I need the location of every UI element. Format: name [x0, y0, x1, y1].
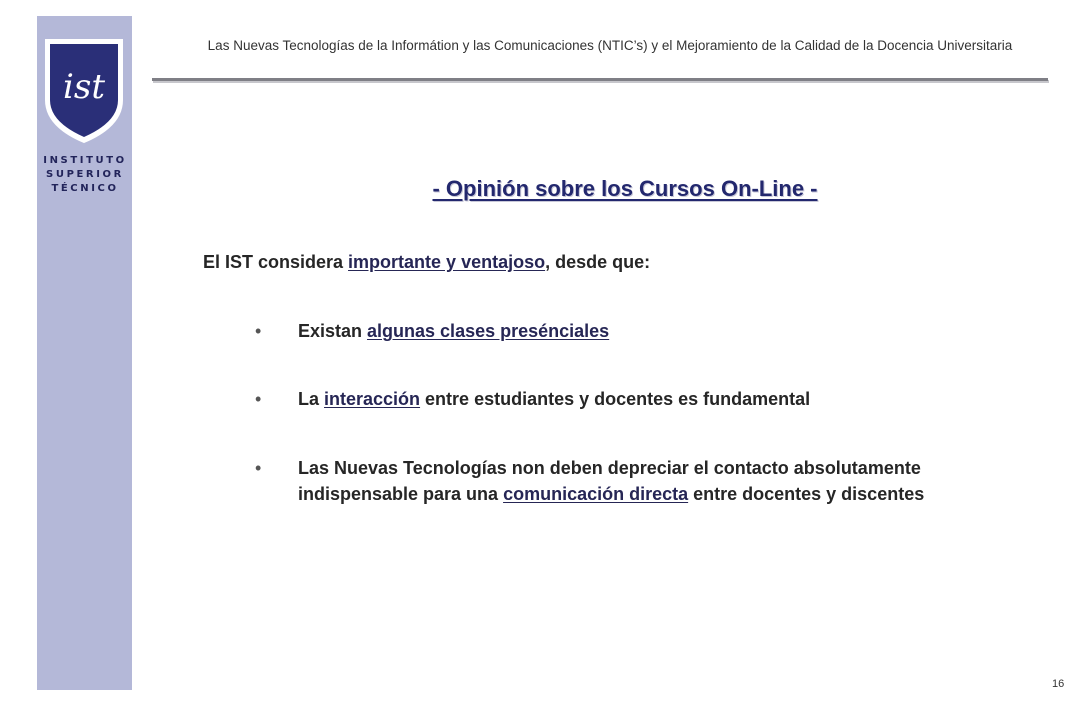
intro-text-after: , desde que:: [545, 252, 651, 272]
intro-text-before: El IST considera: [203, 252, 349, 272]
bullet-item-2-after: entre estudiantes y docentes es fundamental: [420, 389, 811, 409]
slide-title: - Opinión sobre los Cursos On-Line -: [432, 176, 818, 201]
logo-line-2: SUPERIOR: [46, 169, 124, 180]
bullet-item-3-underlined: comunicación directa: [503, 484, 689, 504]
bullet-item-2-underlined: interacción: [324, 389, 421, 409]
bullet-dot: •: [255, 458, 262, 478]
bullet-item-1: [298, 318, 1018, 344]
header-divider: [152, 78, 1048, 81]
ist-shield-logo: [44, 38, 124, 144]
logo-line-3: TÉCNICO: [51, 183, 119, 194]
bullet-dot: •: [255, 389, 262, 409]
logo-wordmark: [38, 154, 132, 196]
bullet-item-2-before: La: [298, 389, 325, 409]
logo-mark-text: ist: [63, 67, 105, 107]
bullet-item-3-before: Las Nuevas Tecnologías non deben depreciar el contacto absolutamente indispensable para una: [298, 458, 921, 504]
bullet-item-3: [298, 455, 998, 507]
intro-sentence: [203, 252, 650, 273]
header-title: Las Nuevas Tecnologías de la Informátion y las Comunicaciones (NTIC’s) y el Mejoramiento de la Calidad de la Docencia Universitaria: [207, 38, 1013, 53]
intro-underlined-phrase: importante y ventajoso: [348, 252, 546, 272]
logo-line-1: INSTITUTO: [43, 155, 127, 166]
bullet-item-3-after: entre docentes y discentes: [688, 484, 925, 504]
bullet-item-1-before: Existan: [298, 321, 368, 341]
bullet-item-2: [298, 386, 1018, 412]
bullet-item-1-underlined: algunas clases presénciales: [367, 321, 610, 341]
page-number: 16: [1052, 678, 1065, 690]
bullet-dot: •: [255, 321, 262, 341]
